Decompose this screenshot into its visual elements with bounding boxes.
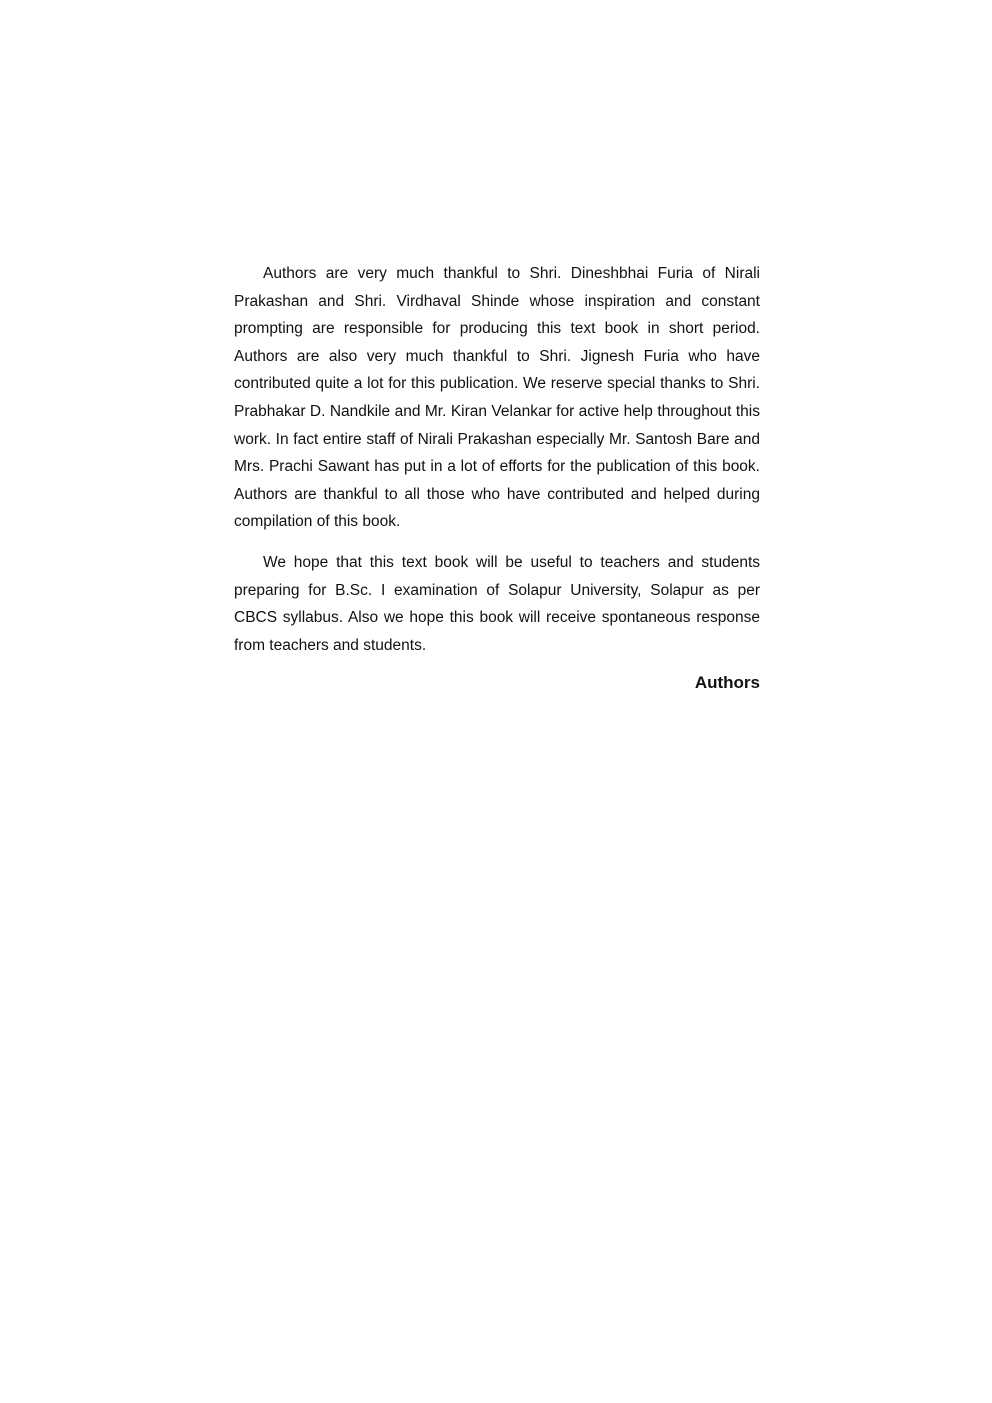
acknowledgement-paragraph: Authors are very much thankful to Shri. Dineshbhai Furia of Nirali Prakashan and Shri. Virdhaval Shinde whose inspiration and constant prompting are responsible for producing this text book in short period. Authors are also very much thankful to Shri. Jignesh Furia who have contributed quite a lot for this publication. We reserve special thanks to Shri. Prabhakar D. Nandkile and Mr. Kiran Velankar for active help throughout this work. In fact entire staff of Nirali Prakashan especially Mr. Santosh Bare and Mrs. Prachi Sawant has put in a lot of efforts for the publication of this book. Authors are thankful to all those who have contributed and helped during compilation of this book.: [234, 265, 760, 531]
preface-text-block: [234, 260, 760, 693]
purpose-paragraph: We hope that this text book will be useful to teachers and students preparing for B.Sc. I examination of Solapur University, Solapur as per CBCS syllabus. Also we hope this book will receive spontaneous response from teachers and students.: [234, 553, 760, 654]
authors-signature: Authors: [694, 673, 760, 693]
